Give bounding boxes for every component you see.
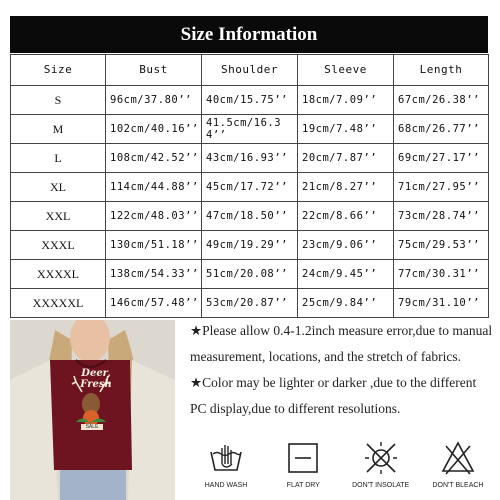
- model-illustration: [10, 320, 175, 500]
- bust-value: 130cm/51.18’’: [106, 231, 202, 260]
- care-instructions: [192, 440, 492, 500]
- size-label: XXXXL: [11, 260, 106, 289]
- shoulder-value: 47cm/18.50’’: [202, 202, 298, 231]
- shoulder-value: 53cm/20.87’’: [202, 289, 298, 318]
- table-row: [11, 144, 489, 173]
- care-item-dont-insolate: [347, 440, 415, 500]
- length-value: 73cm/28.74’’: [394, 202, 489, 231]
- size-label: L: [11, 144, 106, 173]
- table-row: [11, 202, 489, 231]
- size-label: XXXXXL: [11, 289, 106, 318]
- dont-insolate-icon: [363, 440, 399, 476]
- bust-value: 114cm/44.88’’: [106, 173, 202, 202]
- measure-error-note: ★Please allow 0.4-1.2inch measure error,due to manual measurement, locations, and the stretch of fabrics.: [190, 323, 493, 364]
- table-row: [11, 231, 489, 260]
- bust-value: 122cm/48.03’’: [106, 202, 202, 231]
- size-label: S: [11, 86, 106, 115]
- size-label: XL: [11, 173, 106, 202]
- table-row: [11, 86, 489, 115]
- sleeve-value: 22cm/8.66’’: [298, 202, 394, 231]
- shirt-text: Deer, Fresh: [80, 368, 112, 390]
- care-label: DON'T BLEACH: [432, 482, 484, 489]
- size-label: XXL: [11, 202, 106, 231]
- hand-wash-icon: [208, 440, 244, 476]
- header-sleeve: Sleeve: [298, 55, 394, 86]
- dont-bleach-icon: [440, 440, 476, 476]
- size-label: M: [11, 115, 106, 144]
- sleeve-value: 18cm/7.09’’: [298, 86, 394, 115]
- shirt-badge: SALE: [81, 424, 103, 430]
- table-row: [11, 115, 489, 144]
- header-shoulder: Shoulder: [202, 55, 298, 86]
- sleeve-value: 21cm/8.27’’: [298, 173, 394, 202]
- shoulder-value: 41.5cm/16.34’’: [202, 115, 298, 144]
- header-size: Size: [11, 55, 106, 86]
- shoulder-value: 51cm/20.08’’: [202, 260, 298, 289]
- size-table: [10, 54, 489, 318]
- length-value: 69cm/27.17’’: [394, 144, 489, 173]
- length-value: 79cm/31.10’’: [394, 289, 489, 318]
- color-note: ★Color may be lighter or darker ,due to the different PC display,due to different resolutions.: [190, 375, 477, 416]
- product-photo: [10, 320, 175, 500]
- length-value: 77cm/30.31’’: [394, 260, 489, 289]
- bust-value: 138cm/54.33’’: [106, 260, 202, 289]
- sleeve-value: 19cm/7.48’’: [298, 115, 394, 144]
- size-info-title: Size Information: [10, 16, 488, 53]
- care-item-dont-bleach: [424, 440, 492, 500]
- table-row: [11, 289, 489, 318]
- table-row: [11, 260, 489, 289]
- care-item-hand-wash: [192, 440, 260, 500]
- care-label: DON'T INSOLATE: [352, 482, 410, 489]
- flat-dry-icon: [285, 440, 321, 476]
- care-item-flat-dry: [269, 440, 337, 500]
- length-value: 67cm/26.38’’: [394, 86, 489, 115]
- sleeve-value: 23cm/9.06’’: [298, 231, 394, 260]
- header-bust: Bust: [106, 55, 202, 86]
- length-value: 68cm/26.77’’: [394, 115, 489, 144]
- care-label: HAND WASH: [204, 482, 248, 489]
- table-header-row: [11, 55, 489, 86]
- length-value: 75cm/29.53’’: [394, 231, 489, 260]
- sleeve-value: 24cm/9.45’’: [298, 260, 394, 289]
- bust-value: 146cm/57.48’’: [106, 289, 202, 318]
- shoulder-value: 43cm/16.93’’: [202, 144, 298, 173]
- bust-value: 102cm/40.16’’: [106, 115, 202, 144]
- bust-value: 96cm/37.80’’: [106, 86, 202, 115]
- header-length: Length: [394, 55, 489, 86]
- notes: [190, 318, 495, 422]
- care-label: FLAT DRY: [286, 482, 320, 489]
- sleeve-value: 20cm/7.87’’: [298, 144, 394, 173]
- table-row: [11, 173, 489, 202]
- shoulder-value: 40cm/15.75’’: [202, 86, 298, 115]
- sleeve-value: 25cm/9.84’’: [298, 289, 394, 318]
- length-value: 71cm/27.95’’: [394, 173, 489, 202]
- size-label: XXXL: [11, 231, 106, 260]
- shoulder-value: 45cm/17.72’’: [202, 173, 298, 202]
- bust-value: 108cm/42.52’’: [106, 144, 202, 173]
- shoulder-value: 49cm/19.29’’: [202, 231, 298, 260]
